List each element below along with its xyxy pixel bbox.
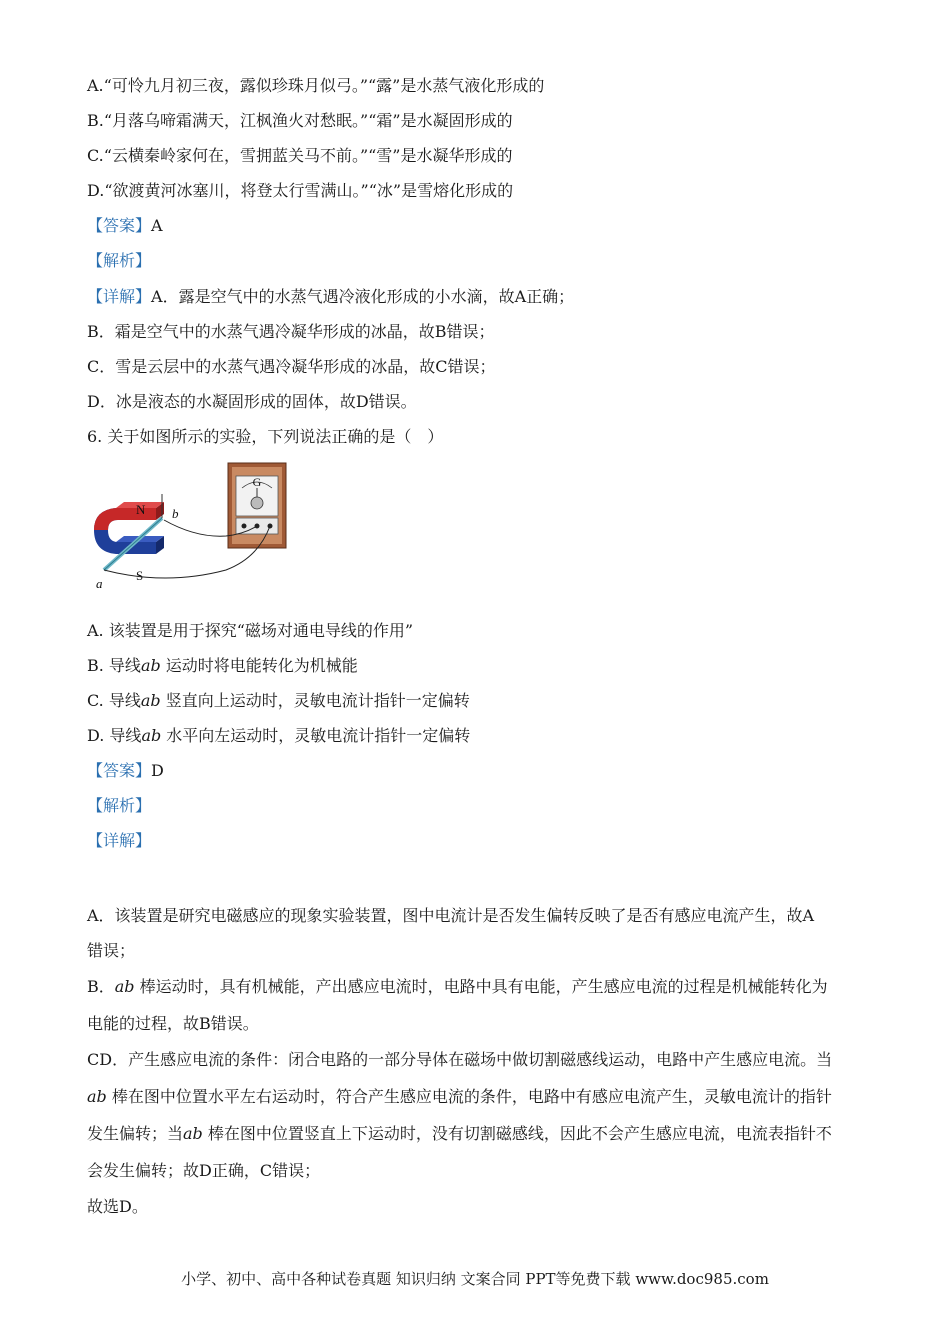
label-a: a <box>96 576 103 591</box>
option-text: 竖直向上运动时，灵敏电流计指针一定偏转 <box>160 691 470 710</box>
answer-value: A <box>151 216 163 235</box>
option-text: D. 导线 <box>87 726 142 745</box>
q6-exp-4: 电能的过程，故B错误。 <box>87 1014 259 1033</box>
label-s: S <box>136 568 144 583</box>
exp-text: 棒在图中位置竖直上下运动时，没有切割磁感线，因此不会产生感应电流，电流表指针不 <box>202 1124 832 1143</box>
q6-exp-7 <box>87 1123 832 1145</box>
option-text: B. 导线 <box>87 656 141 675</box>
option-text: 运动时将电能转化为机械能 <box>160 656 358 675</box>
q5-detail-3: C．雪是云层中的水蒸气遇冷凝华形成的冰晶，故C错误； <box>87 357 496 376</box>
q5-answer <box>87 215 163 237</box>
detail-text: A．露是空气中的水蒸气遇冷液化形成的小水滴，故A正确； <box>151 287 575 306</box>
q5-detail-4: D．冰是液态的水凝固形成的固体，故D错误。 <box>87 392 417 411</box>
detail-tag: 【详解】 <box>87 831 152 850</box>
horseshoe-magnet <box>94 502 164 583</box>
q6-option-b <box>87 655 358 677</box>
q5-detail-2: B．霜是空气中的水蒸气遇冷凝华形成的冰晶，故B错误； <box>87 322 495 341</box>
exp-italic: ab <box>87 1087 107 1106</box>
q6-exp-2: 错误； <box>87 941 136 960</box>
option-text: C. 导线 <box>87 691 141 710</box>
answer-value: D <box>151 761 164 780</box>
page-footer: 小学、初中、高中各种试卷真题 知识归纳 文案合同 PPT等免费下载 www.doc985.com <box>181 1270 769 1288</box>
q5-option-b: B.“月落乌啼霜满天，江枫渔火对愁眠。”“霜”是水凝固形成的 <box>87 111 513 130</box>
label-b: b <box>172 506 179 521</box>
exp-text: 棒在图中位置水平左右运动时，符合产生感应电流的条件，电路中有感应电流产生，灵敏电流计的指针 <box>106 1087 832 1106</box>
exp-text: B． <box>87 977 115 996</box>
electromagnetic-induction-figure <box>86 458 298 596</box>
q5-option-a: A.“可怜九月初三夜，露似珍珠月似弓。”“露”是水蒸气液化形成的 <box>87 76 545 95</box>
q6-option-a: A. 该装置是用于探究“磁场对通电导线的作用” <box>87 621 414 640</box>
detail-tag: 【详解】 <box>87 287 152 306</box>
option-italic: ab <box>140 656 161 675</box>
answer-tag: 【答案】 <box>87 216 152 235</box>
q6-exp-5: CD．产生感应电流的条件：闭合电路的一部分导体在磁场中做切割磁感线运动，电路中产生感应电流。当 <box>87 1050 833 1069</box>
q6-analysis-tag: 【解析】 <box>87 796 152 815</box>
q6-exp-9: 故选D。 <box>87 1197 148 1216</box>
exp-italic: ab <box>114 977 135 996</box>
q6-exp-1: A．该装置是研究电磁感应的现象实验装置，图中电流计是否发生偏转反映了是否有感应电流产生，故A <box>87 906 815 925</box>
answer-tag: 【答案】 <box>87 761 152 780</box>
q5-option-c: C.“云横秦岭家何在，雪拥蓝关马不前。”“雪”是水凝华形成的 <box>87 146 513 165</box>
q6-exp-6 <box>87 1086 832 1108</box>
q6-stem: 6. 关于如图所示的实验，下列说法正确的是（ ） <box>87 427 444 446</box>
q6-exp-3 <box>87 976 828 998</box>
option-text: 水平向左运动时，灵敏电流计指针一定偏转 <box>161 726 471 745</box>
galvanometer <box>228 463 286 548</box>
q6-detail-tag <box>87 830 151 852</box>
galvanometer-label: G <box>252 475 262 489</box>
option-italic: ab <box>141 726 162 745</box>
exp-italic: ab <box>183 1124 203 1143</box>
q6-exp-8: 会发生偏转；故D正确，C错误； <box>87 1161 321 1180</box>
q6-option-c <box>87 690 470 712</box>
exp-text: 棒运动时，具有机械能，产出感应电流时，电路中具有电能，产生感应电流的过程是机械能转化为 <box>134 977 828 996</box>
q5-analysis-tag: 【解析】 <box>87 251 152 270</box>
q5-detail-1 <box>87 286 574 308</box>
q5-option-d: D.“欲渡黄河冰塞川，将登太行雪满山。”“冰”是雪熔化形成的 <box>87 181 514 200</box>
exp-text: 发生偏转；当 <box>87 1124 184 1143</box>
label-n: N <box>136 502 146 517</box>
option-italic: ab <box>140 691 161 710</box>
q6-option-d <box>87 725 470 747</box>
q6-answer <box>87 760 164 782</box>
